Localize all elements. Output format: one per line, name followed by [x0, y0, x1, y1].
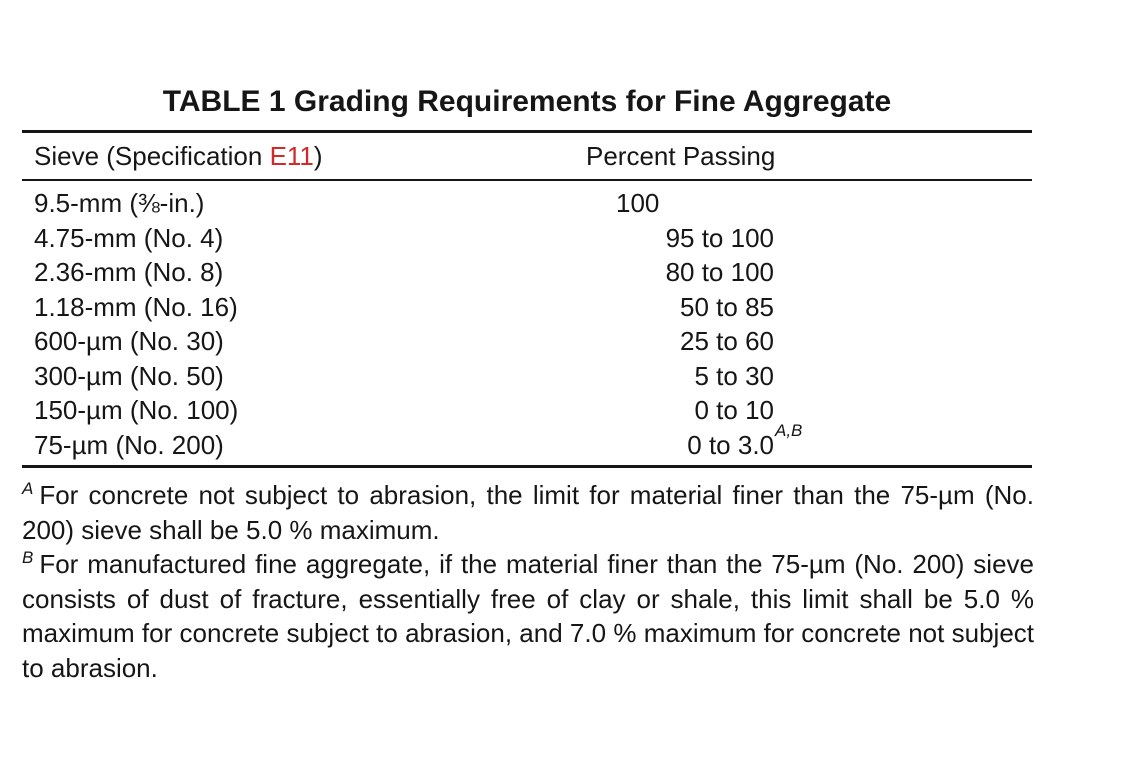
footnote-b: [22, 547, 1034, 685]
header-sieve: [34, 139, 323, 173]
table-row: [34, 359, 1024, 394]
table-row: [34, 221, 1024, 256]
sieve-size: 150-µm (No. 100): [34, 395, 239, 425]
percent-value: 50 to 85: [680, 291, 774, 322]
percent-value: 95 to 100: [665, 222, 774, 253]
header-sieve-suffix: ): [313, 141, 323, 171]
percent-value: 100: [616, 188, 660, 218]
table-top-rule: [22, 130, 1032, 133]
footnote-reference-marks: A,B: [775, 420, 803, 440]
sieve-size: 2.36-mm (No. 8): [34, 257, 224, 287]
percent-value: 25 to 60: [680, 326, 774, 356]
table-title: TABLE 1 Grading Requirements for Fine Aggregate: [162, 85, 892, 118]
table-row: [34, 186, 1024, 221]
footnote-text: For concrete not subject to abrasion, the limit for material finer than the 75-µm (No. 200) sieve shall be 5.0 % maximum.: [22, 480, 1034, 545]
header-percent-passing: Percent Passing: [586, 141, 776, 171]
percent-value: 0 to 3.0: [687, 429, 774, 460]
table-row: [34, 290, 1024, 325]
table-row: [34, 324, 1024, 359]
percent-passing: [614, 290, 774, 324]
footnote-mark: B: [22, 548, 34, 567]
sieve-size: 9.5-mm (⅜-in.): [34, 188, 205, 218]
footnote-text: For manufactured fine aggregate, if the material finer than the 75-µm (No. 200) sieve consists of dust of fracture, essentially free of clay or shale, this limit shall be 5.0 % maximum for concrete subject to abrasion, and 7.0 % maximum for concrete not subject to abrasion.: [22, 549, 1034, 683]
percent-passing: [614, 221, 774, 255]
table-body: [34, 186, 1024, 462]
percent-passing: [616, 186, 659, 220]
sieve-size: 1.18-mm (No. 16): [34, 291, 238, 322]
table-row: [34, 393, 1024, 428]
percent-passing: [614, 393, 774, 427]
percent-passing: [614, 420, 803, 462]
table-row: [34, 420, 1024, 463]
table-row: [34, 255, 1024, 290]
percent-value: 5 to 30: [694, 360, 774, 391]
percent-value: 80 to 100: [665, 257, 774, 287]
sieve-size: 600-µm (No. 30): [34, 326, 224, 356]
spec-e11-link[interactable]: E11: [269, 141, 314, 171]
table-footnotes: [22, 478, 1034, 685]
table-header-rule: [22, 179, 1032, 181]
table-bottom-rule: [22, 465, 1032, 468]
percent-passing: [614, 324, 774, 358]
percent-passing: [614, 359, 774, 393]
footnote-mark: A: [22, 479, 34, 498]
header-sieve-prefix: Sieve (Specification: [34, 141, 270, 171]
percent-passing: [614, 255, 774, 289]
sieve-size: 75-µm (No. 200): [34, 429, 224, 460]
sieve-size: 300-µm (No. 50): [34, 360, 224, 391]
sieve-size: 4.75-mm (No. 4): [34, 222, 224, 253]
footnote-a: [22, 478, 1034, 547]
percent-value: 0 to 10: [694, 395, 774, 425]
